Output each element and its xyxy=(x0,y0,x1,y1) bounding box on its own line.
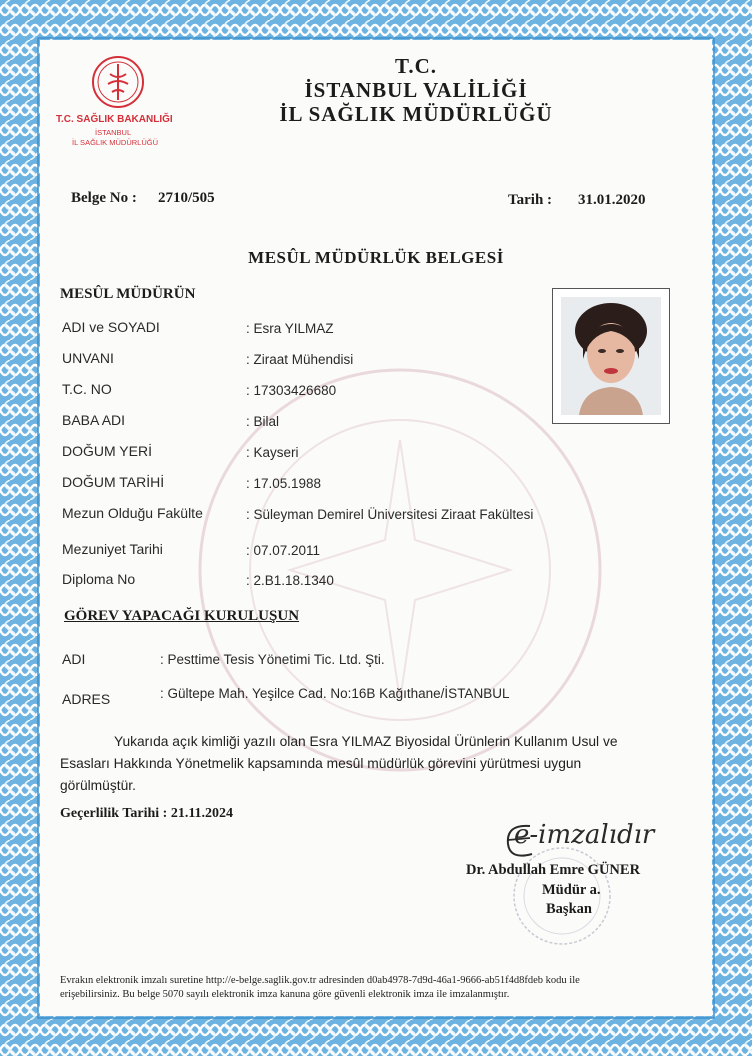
field-value-name: : Esra YILMAZ xyxy=(246,321,334,336)
field-value-gradyear: : 07.07.2011 xyxy=(246,543,321,558)
field-label-tcno: T.C. NO xyxy=(62,381,112,397)
header-valilik: İSTANBUL VALİLİĞİ xyxy=(304,78,528,102)
signer-name: Dr. Abdullah Emre GÜNER xyxy=(466,862,641,878)
ministry-name: T.C. SAĞLIK BAKANLIĞI xyxy=(56,114,173,125)
org-label-address: ADRES xyxy=(62,691,111,707)
signer-role1: Müdür a. xyxy=(542,882,601,898)
field-label-birthplace: DOĞUM YERİ xyxy=(62,443,152,459)
field-label-gradyear: Mezuniyet Tarihi xyxy=(62,541,163,557)
ministry-sub1: İSTANBUL xyxy=(95,128,132,137)
field-value-father: : Bilal xyxy=(246,414,280,429)
field-label-father: BABA ADI xyxy=(62,412,126,428)
validity-date: Geçerlilik Tarihi : 21.11.2024 xyxy=(60,806,234,821)
field-label-title: UNVANI xyxy=(62,350,114,366)
footer-line2: erişebilirsiniz. Bu belge 5070 sayılı elektronik imza kanuna göre güvenli elektronik imza ile imzalanmıştır. xyxy=(60,989,510,1000)
field-label-name: ADI ve SOYADI xyxy=(62,319,160,335)
org-value-address: : Gültepe Mah. Yeşilce Cad. No:16B Kağıthane/İSTANBUL xyxy=(160,686,510,701)
field-label-birthdate: DOĞUM TARİHİ xyxy=(62,474,165,490)
header-mudurluk: İL SAĞLIK MÜDÜRLÜĞÜ xyxy=(279,102,553,126)
section-mesul: MESÛL MÜDÜRÜN xyxy=(60,286,196,302)
header-tc: T.C. xyxy=(394,54,438,78)
footer-line1: Evrakın elektronik imzalı suretine http://e-belge.saglik.gov.tr adresinden d0ab4978-7d9d-46a1-9666-ab51f4d8fdeb kodu ile xyxy=(60,975,580,986)
certificate-page xyxy=(40,40,712,1016)
ministry-sub2: İL SAĞLIK MÜDÜRLÜĞÜ xyxy=(72,138,158,147)
belge-value: 2710/505 xyxy=(158,190,215,206)
portrait-image xyxy=(553,289,669,423)
org-value-name: : Pesttime Tesis Yönetimi Tic. Ltd. Şti. xyxy=(160,652,385,667)
org-label-name: ADI xyxy=(62,651,86,667)
field-label-faculty: Mezun Olduğu Fakülte xyxy=(62,505,203,521)
field-value-birthplace: : Kayseri xyxy=(246,445,299,460)
section-kurulus: GÖREV YAPACAĞI KURULUŞUN xyxy=(64,608,300,624)
applicant-photo xyxy=(552,288,670,424)
field-value-tcno: : 17303426680 xyxy=(246,383,337,398)
paragraph-line1: Yukarıda açık kimliği yazılı olan Esra YILMAZ Biyosidal Ürünlerin Kullanım Usul ve xyxy=(114,734,618,749)
field-value-title: : Ziraat Mühendisi xyxy=(246,352,354,367)
document-title: MESÛL MÜDÜRLÜK BELGESİ xyxy=(248,248,504,267)
field-value-birthdate: : 17.05.1988 xyxy=(246,476,322,491)
ministry-logo-icon xyxy=(90,54,146,110)
belge-label: Belge No : xyxy=(71,190,137,206)
field-label-diploma: Diploma No xyxy=(62,571,136,587)
tarih-label: Tarih : xyxy=(508,192,553,208)
field-value-faculty: : Süleyman Demirel Üniversitesi Ziraat Fakültesi xyxy=(246,507,534,522)
tarih-value: 31.01.2020 xyxy=(578,192,646,208)
signer-role2: Başkan xyxy=(546,901,592,917)
field-value-diploma: : 2.B1.18.1340 xyxy=(246,573,334,588)
e-signature-script: e-imzalıdır xyxy=(514,820,655,850)
paragraph-line2: Esasları Hakkında Yönetmelik kapsamında mesûl müdürlük görevini yürütmesi uygun xyxy=(60,756,582,771)
paragraph-line3: görülmüştür. xyxy=(60,778,136,793)
